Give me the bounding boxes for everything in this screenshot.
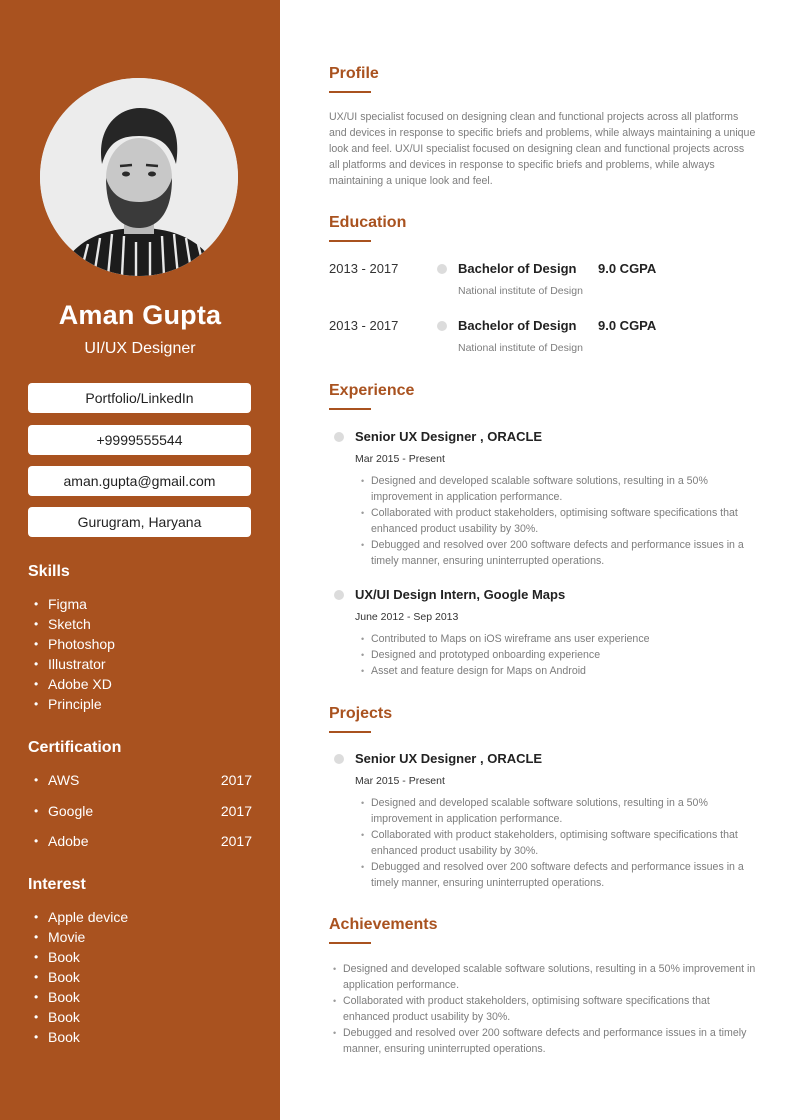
timeline-dot-icon (334, 590, 344, 600)
section-underline (329, 408, 371, 410)
bullet-item: • Contributed to Maps on iOS wireframe ans user experience (359, 631, 759, 647)
interest-item: • Apple device (34, 907, 252, 927)
section-underline (329, 731, 371, 733)
project-bullets (359, 795, 759, 891)
interest-item: • Movie (34, 927, 252, 947)
bullet-item: • Collaborated with product stakeholders, optimising software specifications that enhanced product usability by 30%. (359, 827, 759, 859)
skill-item: • Sketch (34, 614, 252, 634)
achievements-list (331, 961, 757, 1057)
skills-heading: Skills (28, 563, 70, 580)
project-title: Senior UX Designer , ORACLE (355, 751, 543, 766)
certification-heading: Certification (28, 739, 122, 756)
candidate-name: Aman Gupta (58, 300, 222, 330)
job-bullets (359, 473, 759, 569)
projects-heading: Projects (329, 705, 393, 722)
certification-name: Adobe (48, 833, 89, 849)
education-years: 2013 - 2017 (329, 318, 399, 333)
main-content (329, 0, 759, 1120)
timeline-dot-icon (437, 321, 447, 331)
certification-item (34, 831, 252, 862)
certification-name: Google (48, 802, 94, 819)
timeline-dot-icon (334, 432, 344, 442)
interest-heading: Interest (28, 876, 86, 893)
certification-year: 2017 (220, 833, 252, 849)
job-date: Mar 2015 - Present (355, 453, 445, 465)
contact-location: Gurugram, Haryana (28, 507, 251, 537)
certification-year: 2017 (220, 772, 252, 788)
profile-heading: Profile (329, 65, 379, 82)
profile-photo (40, 78, 238, 276)
bullet-item: • Designed and developed scalable software solutions, resulting in a 50% improvement in application performance. (359, 795, 759, 827)
education-gpa: 9.0 CGPA (598, 261, 657, 276)
sidebar (0, 0, 280, 1120)
experience-heading: Experience (329, 382, 415, 399)
education-institute: National institute of Design (458, 285, 583, 297)
bullet-item: • Collaborated with product stakeholders, optimising software specifications that enhanced product usability by 30%. (331, 993, 757, 1025)
interest-item: • Book (34, 987, 252, 1007)
education-heading: Education (329, 214, 407, 231)
bullet-item: • Collaborated with product stakeholders, optimising software specifications that enhanced product usability by 30%. (359, 505, 759, 537)
bullet-item: • Debugged and resolved over 200 software defects and performance issues in a timely manner, ensuring uninterrupted operations. (331, 1025, 757, 1057)
certification-year: 2017 (220, 802, 252, 819)
interest-item: • Book (34, 947, 252, 967)
education-gpa: 9.0 CGPA (598, 318, 657, 333)
skill-item: • Figma (34, 594, 252, 614)
certification-item (34, 801, 252, 832)
skill-item: • Illustrator (34, 654, 252, 674)
profile-summary: UX/UI specialist focused on designing clean and functional projects across all platforms and devices in response to specific briefs and problems, while always maintaining a unique look and feel. UX/UI specialist focused on designing clean and functional projects across all platforms and devices in response to specific briefs and problems, while always maintaining a unique look and feel. (329, 111, 756, 187)
certification-list (34, 770, 252, 862)
education-entry (329, 261, 759, 305)
interest-list (34, 907, 252, 1047)
interest-item: • Book (34, 1007, 252, 1027)
profile-photo-illustration (40, 78, 238, 276)
skill-item: • Adobe XD (34, 674, 252, 694)
bullet-item: • Debugged and resolved over 200 software defects and performance issues in a timely manner, ensuring uninterrupted operations. (359, 537, 759, 569)
bullet-item: • Designed and developed scalable software solutions, resulting in a 50% improvement in application performance. (359, 473, 759, 505)
job-title: UX/UI Design Intern, Google Maps (355, 587, 566, 602)
bullet-item: • Asset and feature design for Maps on Android (359, 663, 759, 679)
skills-list (34, 594, 252, 714)
project-date: Mar 2015 - Present (355, 775, 445, 787)
certification-item (34, 770, 252, 801)
section-underline (329, 942, 371, 944)
education-entry (329, 318, 759, 362)
contact-phone[interactable]: +9999555544 (28, 425, 251, 455)
bullet-item: • Designed and developed scalable software solutions, resulting in a 50% improvement in application performance. (331, 961, 757, 993)
bullet-item: • Debugged and resolved over 200 software defects and performance issues in a timely manner, ensuring uninterrupted operations. (359, 859, 759, 891)
interest-item: • Book (34, 967, 252, 987)
job-bullets (359, 631, 759, 679)
achievements-heading: Achievements (329, 916, 438, 933)
interest-item: • Book (34, 1027, 252, 1047)
skill-item: • Principle (34, 694, 252, 714)
candidate-role: UI/UX Designer (84, 340, 196, 357)
education-degree: Bachelor of Design (458, 318, 577, 333)
section-underline (329, 91, 371, 93)
timeline-dot-icon (437, 264, 447, 274)
education-institute: National institute of Design (458, 342, 583, 354)
bullet-item: • Designed and prototyped onboarding experience (359, 647, 759, 663)
contact-email[interactable]: aman.gupta@gmail.com (28, 466, 251, 496)
skill-item: • Photoshop (34, 634, 252, 654)
job-title: Senior UX Designer , ORACLE (355, 429, 543, 444)
certification-name: AWS (48, 772, 80, 788)
education-years: 2013 - 2017 (329, 261, 399, 276)
contact-portfolio-link[interactable]: Portfolio/LinkedIn (28, 383, 251, 413)
timeline-dot-icon (334, 754, 344, 764)
education-degree: Bachelor of Design (458, 261, 577, 276)
job-date: June 2012 - Sep 2013 (355, 611, 459, 623)
section-underline (329, 240, 371, 242)
